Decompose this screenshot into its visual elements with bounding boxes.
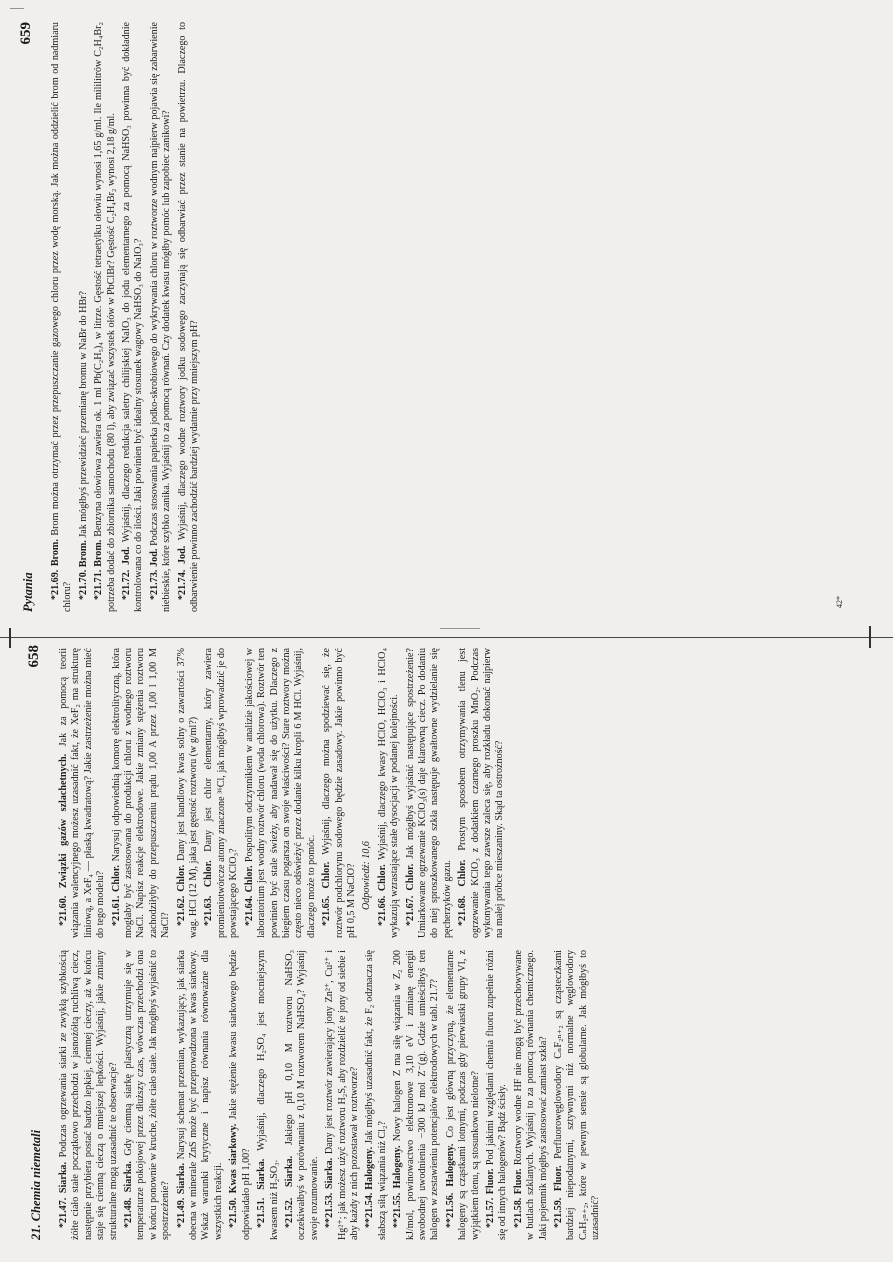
question-number: *21.69. (50, 569, 61, 600)
question-text: Nowy halogen Z ma siłę wiązania w Z₂ 200 kJ/mol, powinowactwo elektronowe 3,10 eV i zmianę energii swobodnej uwodnienia −300 kJ mol Z⁻(g). Gdzie umieściłbyś ten halogen w zestawieniu potencjałów elektrodowych w tabl. 21.7? (392, 950, 441, 1240)
question-topic: Siarka. (123, 1161, 135, 1193)
question-topic: Chlor. (243, 865, 255, 893)
question-item (176, 950, 226, 1240)
question-number: *21.49. (175, 1197, 187, 1228)
question-topic: Jod. (176, 545, 188, 564)
question-text: Jakie stężenie kwasu siarkowego będzie odpowiadało pH 1,00? (228, 950, 252, 1240)
question-number: *21.63. (203, 895, 215, 926)
chapter-title: 21. Chemia niemetali (29, 1129, 43, 1240)
question-text: Wyjaśnij, dlaczego wodne roztwory jodku sodowego zaczynają się odbarwiać przez stanie na powietrzu. Dlaczego to odbarwienie powinno zachodzić bardziej wydatnie przy mniejszym pH? (176, 22, 201, 612)
question-number: *21.59. (553, 1197, 565, 1228)
question-number: *21.64. (243, 895, 255, 926)
question-item (321, 648, 358, 938)
question-text: Narysuj schemat przemian, wykazujący, jak siarka obecna w minerale ZnS może być przeprowadzona w kwas siarkowy. Wskaż warunki krytyczne i napisz równania równoważne dla wszystkich reakcji. (175, 950, 224, 1240)
question-item (445, 950, 482, 1240)
question-item (93, 22, 118, 612)
scan-mark (10, 8, 24, 9)
question-topic: Kwas siarkowy. (228, 1123, 240, 1194)
question-text: Prostym sposobem otrzymywania tlenu jest ogrzewanie KClO₃ z dodatkiem czarnego proszku MnO₂. Podczas wykonywania tego zawsze zaleca się, aby rozkładu dokonać najpierw na małej próbce mieszaniny. Skąd ta ostrożność? (457, 648, 506, 938)
question-topic: Jod. (148, 548, 160, 567)
question-item (123, 950, 173, 1240)
question-topic: Chlor. (376, 864, 388, 892)
question-number: *21.65. (321, 895, 333, 926)
question-text: Wyjaśnij, dlaczego można spodziewać się, że roztwór podchlorynu sodowego będzie zasadowy. Jakie powinno być pH 0,5 M NaClO? (321, 648, 357, 938)
question-item (485, 950, 510, 1240)
question-text: Jak za pomocą teorii wiązania walencyjnego możesz uzasadnić fakt, że XeF₂ ma strukturę liniową, a XeF₄ — płaską kwadratową? Jakie zastrzeżenie można mieć do tego modelu? (58, 648, 107, 938)
question-item (149, 22, 174, 612)
question-text: Dany jest handlowy kwas solny o zawartości 37% wag. HCl (12 M), jaka jest gęstość roztworu (w g/ml?) (175, 648, 200, 938)
question-number: *21.68. (457, 895, 469, 926)
question-text: Narysuj odpowiednią komorę elektrolityczną, która mogłaby być zastosowana do produkcji chloru z wodnego roztworu NaCl. Napisz reakcje elektrodowe. Jakie zmiany stężenia roztworu zachodziłyby do przepuszczeniu prądu 1,00 A przez 1,00 l 1,00 M NaCl? (110, 648, 172, 938)
question-number: *21.61. (110, 895, 122, 926)
question-number: *21.72. (121, 569, 133, 600)
question-topic: Brom. (50, 539, 61, 567)
question-item (256, 950, 281, 1240)
question-topic: Chlor. (457, 859, 469, 887)
page-number: 659 (18, 22, 34, 45)
question-number: *21.67. (404, 895, 416, 926)
question-topic: Chlor. (175, 864, 187, 892)
question-topic: Brom. (77, 540, 89, 568)
question-text: Perfluorowęglowodory CₙF₂ₙ₊₂ są cząsteczkami bardziej niepodatnymi, sztywnymi niż normalne węglowodory CₙH₂ₙ₊₂, które w pewnym sensie są globularne. Jak mógłbyś to uzasadnić? (553, 950, 602, 1240)
question-number: *21.74. (176, 569, 188, 600)
question-topic: Związki gazów szlachetnych. (58, 753, 69, 889)
question-item (364, 950, 389, 1240)
question-text: Pospolitym odczynnikiem w analizie jakościowej w laboratorium jest wodny roztwór chloru (woda chlorowa). Roztwór ten powinien być stale świeży, aby nadawał się do użytku. Dlaczego z biegiem czasu pogarsza on swoje właściwości? Stare roztwory można często nieco odświeżyć przez dodanie kilku kropli 6 M HCl. Wyjaśnij, dlaczego może to pomóc. (243, 648, 317, 938)
question-text: Wyjaśnij, dlaczego H₂SO₄ jest mocniejszym kwasem niż H₂SO₃. (256, 949, 280, 1240)
question-text: Wyjaśnij, dlaczego redukcja saletry chilijskiej NaIO₃ do jodu elementarnego za pomocą NaHSO₃ powinna być dokładnie kontrolowana co do ilości. Jaki powinien być idealny stosunek wagowy NaHSO₃ do NaIO₃? (121, 21, 145, 612)
question-item (121, 22, 146, 612)
question-number: *21.51. (256, 1197, 268, 1228)
page-658 (28, 645, 858, 1240)
question-topic: Siarka. (256, 1158, 268, 1190)
question-item (377, 648, 402, 938)
question-item (50, 22, 75, 612)
question-text: Gdy ciemną siarkę plastyczną utrzymuje się w temperaturze pokojowej przez dłuższy czas, wówczas przechodzi ona w końcu ponownie w kruche, żółte ciało stałe. Jak mógłbyś wyjaśnić to spostrzeżenie? (123, 949, 172, 1240)
question-number: *21.70. (77, 569, 89, 600)
question-text: Dany jest roztwór zawierający jony Zn²⁺, Cu²⁺ i Hg²⁺; jak możesz użyć roztworu H₂S, aby rozdzielić te jony od siebie i aby każdy z nich pozostawał w roztworze? (324, 950, 360, 1240)
question-item (176, 648, 201, 938)
column-left (58, 950, 606, 1240)
question-number: **21.54. (364, 1192, 376, 1228)
question-text: Podczas stosowania papierka jodko-skrobiowego do wykrywania chloru w roztworze wodnym najpierw pojawia się zabarwienie niebieskie, które szybko zanika. Wyjaśnij to za pomocą równań. Czy dodatek kwasu mógłby pomóc lub zapobiec zanikowi? (148, 22, 173, 612)
question-topic: Siarka. (175, 1163, 187, 1195)
question-item (244, 648, 318, 938)
question-text: Roztwory wodne HF nie mogą być przechowywane w butlach szklanych. Wyjaśnij to za pomocą równania chemicznego. Jaki pojemnik mógłbyś zastosować zamiast szkła? (512, 950, 549, 1240)
answer (361, 648, 373, 938)
question-topic: Brom. (93, 539, 105, 567)
question-number: **21.53. (324, 1192, 336, 1228)
question-item (58, 950, 120, 1240)
question-number: *21.60. (58, 895, 69, 926)
question-topic: Halogeny. (444, 1143, 456, 1187)
question-item (324, 950, 361, 1240)
question-topic: Chlor. (404, 863, 416, 891)
section-title: Pytania (21, 572, 35, 612)
question-item (228, 950, 253, 1240)
question-text: Dany jest chlor elementarny, który zawiera promieniotwórcze atomy znaczone ³⁶Cl, jak mógłbyś wprowadzić je do powstającego KClO₃? (203, 648, 240, 938)
question-item (78, 22, 90, 612)
question-topic: Fluor. (512, 1168, 524, 1195)
question-text: Wyjaśnij, dlaczego kwasy HClO, HClO₃ i HClO₄ wykazują wzrastające stałe dysocjacji w podanej kolejności. (376, 648, 401, 938)
question-item (177, 22, 202, 612)
question-text: Jak mógłbyś przewidzieć przemianę bromu w NaBr do HBr? (77, 290, 89, 538)
question-topic: Fluor. (553, 1165, 565, 1192)
question-number: *21.48. (123, 1197, 135, 1228)
question-number: *21.47. (58, 1197, 69, 1228)
page-659 (20, 22, 850, 612)
question-item (392, 950, 442, 1240)
question-number: *21.52. (283, 1197, 295, 1228)
question-text: Pod jakimi względami chemia fluoru zupełnie różni się od innych halogenów? Bądź ścisły. (485, 950, 509, 1240)
page-number: 658 (26, 645, 42, 668)
question-item (58, 648, 108, 938)
question-text: Benzyna ołowiowa zawiera ok. 1 ml Pb(C₂H₅)₄ w litrze. Gęstość tetraetylku ołowiu wynosi 1,65 g/ml. Ile mililitrów C₂H₄Br₂ potrzeba dodać do zbiornika samochodu (80 l), aby związać wszystek ołów w PbClBr? Gęstość C₂H₄Br₂ wynosi 2,18 g/ml. (93, 22, 117, 612)
question-item (405, 648, 455, 938)
question-item (284, 950, 321, 1240)
question-item (111, 648, 173, 938)
question-text: Co jest główną przyczyną, że elementarne halogeny są cząstkami lotnymi, podczas gdy pierwiastki grupy VI, z wyjątkiem tlenu, są stosunkowo nielotne? (444, 950, 481, 1240)
question-topic: Siarka. (283, 1155, 295, 1188)
question-item (203, 648, 240, 938)
column-right (58, 648, 510, 938)
answer-text: Odpowiedź: 10,6 (361, 841, 373, 910)
question-text: Jak mógłbyś wyjaśnić następujące spostrzeżenie? Umiarkowane ogrzewanie KClO₃(s) daje klarowną ciecz. Po dodaniu do niej sproszkowanego szkła następuje gwałtowne wydzielanie się pęcherzyków gazu. (404, 648, 453, 938)
question-topic: Siarka. (58, 1161, 69, 1194)
question-topic: Jod. (121, 546, 133, 566)
question-topic: Chlor. (203, 860, 215, 888)
question-topic: Halogeny. (392, 1145, 404, 1189)
question-number: *21.66. (376, 895, 388, 926)
question-item (457, 648, 507, 938)
question-text: Jakiego pH 0,10 M roztworu NaHSO₃ oczekiwałbyś w porównaniu z 0,10 M roztworem NaHSO₄? Wyjaśnij swoje rozumowanie. (283, 949, 320, 1240)
question-number: *21.58. (512, 1197, 524, 1228)
question-topic: Siarka. (324, 1157, 336, 1189)
question-number: **21.56. (444, 1192, 456, 1228)
question-item (553, 950, 603, 1240)
question-topic: Chlor. (110, 865, 122, 892)
question-number: *21.50. (228, 1197, 240, 1228)
question-topic: Halogeny. (364, 1146, 376, 1190)
question-number: *21.57. (485, 1197, 496, 1228)
footer-mark: 42* (834, 596, 844, 608)
question-number: *21.62. (175, 895, 187, 926)
question-number: *21.71. (93, 569, 105, 600)
questions-list (50, 22, 201, 612)
question-text: Brom można otrzymać przez przepuszczanie gazowego chloru przez wodę morską. Jak można oddzielić brom od nadmiaru chloru? (50, 22, 74, 612)
question-text: Jak mógłbyś uzasadnić fakt, że F₂ odznacza się słabszą siłą wiązania niż Cl₂? (364, 950, 388, 1240)
question-text: Podczas ogrzewania siarki ze zwykłą szybkością żółte ciało stałe początkowo przechodzi w jasnożółtą ruchliwą ciecz, następnie przybiera postać bardzo lepkiej, ciemnej cieczy, aż w końcu staje się ciemną cieczą o mniejszej lepkości. Wyjaśnij, jakie zmiany strukturalne mogą uzasadnić te obserwacje? (58, 950, 119, 1240)
scan-mark (440, 628, 480, 629)
question-topic: Fluor. (485, 1168, 496, 1195)
question-number: **21.55. (392, 1192, 404, 1228)
page-fold (0, 629, 893, 645)
question-topic: Chlor. (321, 861, 333, 889)
question-number: *21.73. (148, 569, 160, 600)
question-item (513, 950, 550, 1240)
